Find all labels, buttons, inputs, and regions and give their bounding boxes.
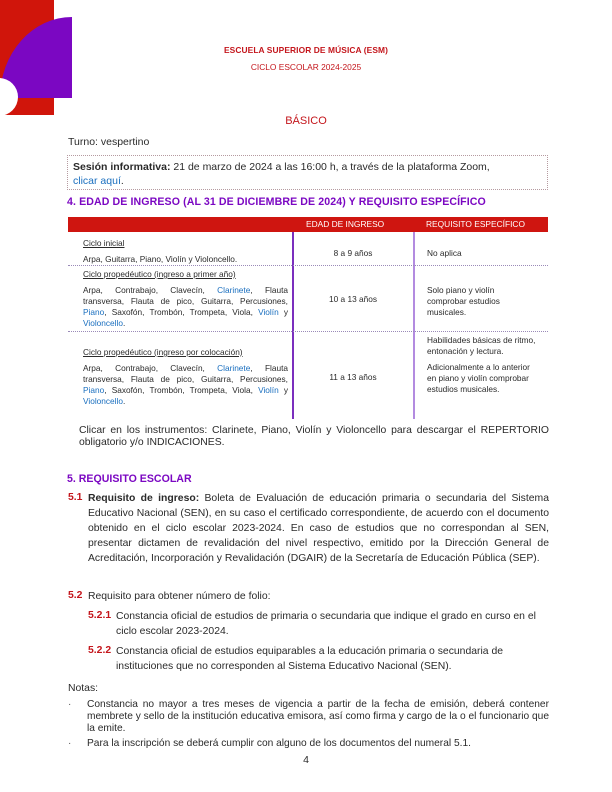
instrument-link-violoncello[interactable]: Violoncello (83, 318, 123, 328)
table-divider-1 (292, 232, 294, 419)
notes-title: Notas: (68, 683, 99, 694)
instrument-link-violin[interactable]: Violín (258, 385, 279, 395)
item-number-5-2-2: 5.2.2 (88, 645, 112, 656)
session-info-box (67, 155, 548, 190)
table-divider-2 (413, 232, 415, 419)
instruments-text: , Saxofón, Trombón, Trompeta, Viola, (104, 307, 259, 317)
row-instruments: Arpa, Guitarra, Piano, Violín y Violoncello. (83, 254, 238, 264)
table-row-ciclo-inicial (83, 238, 288, 265)
instruments-text: , Flauta transversa, Flauta de pico, Guitarra, Percusiones, (83, 285, 288, 306)
instruments-download-note: Clicar en los instrumentos: Clarinete, Piano, Violín y Violoncello para descargar el REPERTORIO obligatorio y/o INDICACIONES. (79, 425, 549, 448)
instruments-text: y (278, 385, 288, 395)
instrument-link-clarinete[interactable]: Clarinete (217, 363, 251, 373)
instrument-link-piano[interactable]: Piano (83, 307, 105, 317)
item-number-5-2: 5.2 (68, 590, 83, 601)
row-divider (68, 331, 548, 332)
item-5-2-text: Requisito para obtener número de folio: (88, 591, 271, 602)
instruments-text: Arpa, Contrabajo, Clavecín, (83, 285, 218, 295)
item-5-1-text (88, 491, 549, 566)
esm-logo (0, 0, 80, 120)
session-zoom-link[interactable]: clicar aquí (73, 175, 121, 187)
row-instruments (83, 363, 288, 407)
section-5-title: 5. REQUISITO ESCOLAR (67, 473, 192, 485)
item-5-1-label: Requisito de ingreso: (88, 493, 200, 504)
session-label: Sesión informativa: (73, 161, 171, 173)
school-name: ESCUELA SUPERIOR DE MÚSICA (ESM) (223, 45, 389, 55)
row-requirement: Solo piano y violín comprobar estudios musicales. (427, 285, 500, 317)
item-5-2-2-text: Constancia oficial de estudios equiparables a la educación primaria o secundaria de instituciones que no corresponden al Sistema Educativo Nacional (SEN). (116, 646, 504, 672)
item-number-5-1: 5.1 (68, 492, 83, 503)
row-instruments (83, 285, 288, 329)
row-title: Ciclo propedéutico (ingreso por colocación) (83, 347, 243, 357)
page-number: 4 (303, 754, 309, 766)
table-header (68, 217, 548, 232)
bullet-icon: · (68, 699, 72, 710)
row-title: Ciclo inicial (83, 238, 125, 248)
instrument-link-violoncello[interactable]: Violoncello (83, 396, 123, 406)
instrument-link-piano[interactable]: Piano (83, 385, 105, 395)
row-requirement: No aplica (427, 248, 462, 258)
requirement-part-2: Adicionalmente a lo anterior en piano y violín comprobar estudios musicales. (427, 362, 530, 394)
note-item: Constancia no mayor a tres meses de vigencia a partir de la fecha de emisión, deberá contener membrete y sello de la institución educativa emisora, así como firma y cargo de la o el funcionario que la emite. (87, 699, 549, 734)
instruments-text: Arpa, Contrabajo, Clavecín, (83, 363, 218, 373)
row-title: Ciclo propedéutico (ingreso a primer año) (83, 269, 236, 279)
column-header-age: EDAD DE INGRESO (306, 219, 385, 229)
instruments-text: . (122, 396, 126, 406)
section-4-title: 4. EDAD DE INGRESO (AL 31 DE DICIEMBRE DE 2024) Y REQUISITO ESPECÍFICO (67, 196, 486, 208)
note-item: Para la inscripción se deberá cumplir con alguno de los documentos del numeral 5.1. (87, 738, 471, 749)
row-divider (68, 265, 548, 266)
row-age: 11 a 13 años (329, 372, 377, 382)
row-requirement (427, 335, 537, 395)
school-cycle: CICLO ESCOLAR 2024-2025 (250, 62, 362, 72)
row-age: 10 a 13 años (329, 294, 377, 304)
item-5-2-1-text: Constancia oficial de estudios de primaria o secundaria que indique el grado en curso en el ciclo escolar 2023-2024. (116, 611, 536, 637)
table-row-propedeutico-primer-ano (83, 269, 288, 329)
instrument-link-clarinete[interactable]: Clarinete (217, 285, 251, 295)
session-text: 21 de marzo de 2024 a las 16:00 h, a través de la plataforma Zoom, (170, 161, 490, 173)
instrument-link-violin[interactable]: Violín (258, 307, 279, 317)
instruments-text: , Flauta transversa, Flauta de pico, Guitarra, Percusiones, (83, 363, 288, 384)
column-header-requirement: REQUISITO ESPECÍFICO (426, 219, 525, 229)
item-number-5-2-1: 5.2.1 (88, 610, 112, 621)
instruments-text: . (122, 318, 126, 328)
instruments-text: y (278, 307, 288, 317)
row-age: 8 a 9 años (333, 248, 373, 258)
bullet-icon: · (68, 738, 72, 749)
turno-text: Turno: vespertino (68, 136, 150, 148)
session-link-period: . (120, 175, 124, 187)
instruments-text: , Saxofón, Trombón, Trompeta, Viola, (104, 385, 259, 395)
requirement-part-1: Habilidades básicas de ritmo, entonación y lectura. (427, 335, 536, 356)
level-title: BÁSICO (285, 115, 327, 127)
item-5-1-body: Boleta de Evaluación de educación primaria o secundaria del Sistema Educativo Nacional (SEN), en su caso el certificado correspondiente, de acuerdo con el documento obtenido en el ciclo escolar 2023-2024. En caso de estudios que no correspondan al SEN, presentar dictamen de revalidación del nivel respectivo, emitido por la Dirección General de Acreditación, Incorporación y Revalidación (DGAIR) de la Secretaría de Educación Pública (SEP). (88, 493, 549, 564)
table-row-propedeutico-colocacion (83, 347, 288, 407)
